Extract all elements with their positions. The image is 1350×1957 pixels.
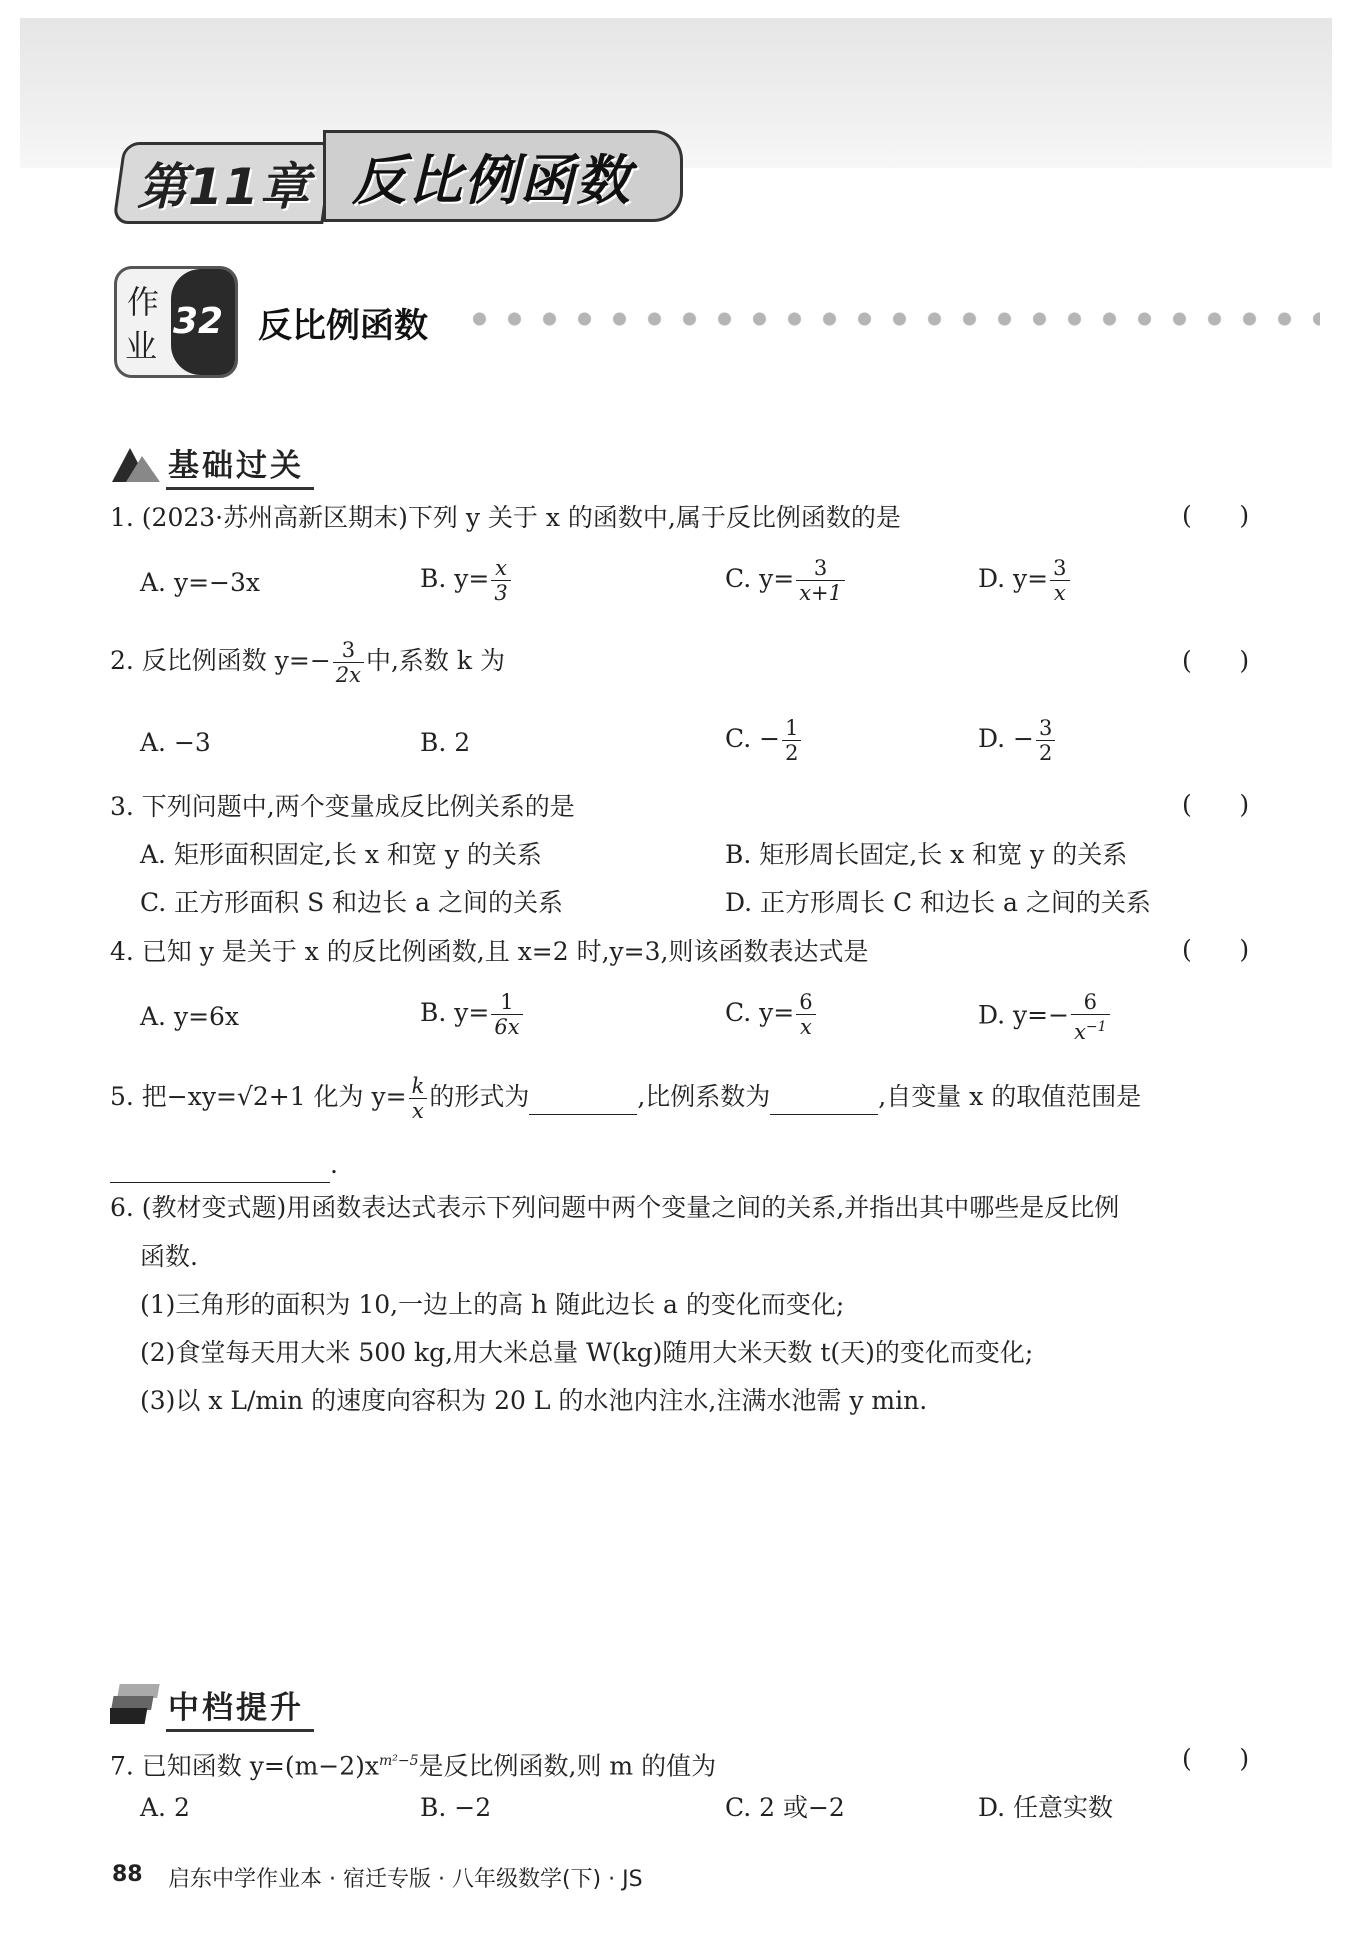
q7-stem-post: 是反比例函数,则 m 的值为: [418, 1751, 717, 1781]
q1-c-num: 3: [796, 556, 845, 581]
q1-d-prefix: D. y=: [978, 564, 1049, 593]
q4-option-a: A. y=6x: [140, 1002, 240, 1031]
answer-paren-3[interactable]: ( ): [1182, 790, 1250, 819]
q1-d-fraction: [1050, 556, 1069, 605]
q7-option-d: D. 任意实数: [978, 1793, 1114, 1822]
q4-c-den: x: [799, 1015, 812, 1039]
q1-b-den: 3: [494, 581, 508, 605]
q4-c-num: 6: [796, 990, 815, 1015]
q2-option-c: [725, 716, 803, 765]
q1-d-den: x: [1053, 581, 1066, 605]
q4-d-prefix: D. y=−: [978, 1000, 1070, 1030]
q3-option-c: C. 正方形面积 S 和边长 a 之间的关系: [140, 888, 563, 917]
chapter-title: 反比例函数: [352, 148, 632, 212]
q2-c-num: 1: [782, 716, 801, 741]
q2-option-d: [978, 716, 1057, 765]
q2-d-prefix: D. −: [978, 724, 1034, 753]
q4-b-prefix: B. y=: [420, 998, 490, 1027]
question-4-stem: 4. 已知 y 是关于 x 的反比例函数,且 x=2 时,y=3,则该函数表达式是: [110, 937, 869, 966]
q2-frac-num: 3: [333, 638, 364, 663]
q2-d-num: 3: [1036, 716, 1055, 741]
q1-d-num: 3: [1050, 556, 1069, 581]
q2-c-prefix: C. −: [725, 724, 781, 753]
q4-c-fraction: [796, 990, 815, 1039]
q4-d-num: 6: [1071, 990, 1109, 1015]
section-medium-heading: [110, 1682, 330, 1732]
chapter-number-box: [112, 142, 335, 224]
q5-part4: ,自变量 x 的取值范围是: [878, 1082, 1142, 1111]
question-6-line-2: 函数.: [140, 1242, 198, 1271]
question-6-item-3: (3)以 x L/min 的速度向容积为 20 L 的水池内注水,注满水池需 y min.: [140, 1386, 928, 1415]
q5-blank-3[interactable]: [110, 1148, 330, 1183]
q2-d-fraction: [1036, 716, 1055, 765]
q3-option-a: A. 矩形面积固定,长 x 和宽 y 的关系: [140, 840, 542, 869]
q5-frac-num: k: [409, 1074, 428, 1099]
dotted-divider: [462, 312, 1320, 326]
q2-c-den: 2: [785, 741, 799, 765]
q2-frac-den: 2x: [335, 663, 361, 687]
q1-b-prefix: B. y=: [420, 564, 490, 593]
chapter-title-box: [323, 130, 683, 222]
q2-stem-pre: 2. 反比例函数 y=−: [110, 646, 331, 675]
page-number: 88: [112, 1862, 143, 1887]
q4-d-den-exp: −1: [1085, 1019, 1107, 1035]
answer-paren-1[interactable]: ( ): [1182, 501, 1250, 530]
question-2-stem: [110, 638, 505, 687]
q2-fraction: [333, 638, 364, 687]
q2-option-b: B. 2: [420, 728, 471, 757]
section-basic-label: 基础过关: [166, 440, 314, 490]
q3-option-b: B. 矩形周长固定,长 x 和宽 y 的关系: [725, 840, 1128, 869]
question-3-stem: 3. 下列问题中,两个变量成反比例关系的是: [110, 792, 575, 821]
question-7-stem: [110, 1744, 716, 1783]
q4-c-prefix: C. y=: [725, 998, 795, 1027]
q4-b-den: 6x: [494, 1015, 520, 1039]
q5-blank-1[interactable]: [529, 1080, 637, 1115]
q5-part2: 的形式为: [429, 1082, 530, 1111]
q7-stem-pre: 7. 已知函数 y=(m−2)x: [110, 1751, 379, 1781]
section-basic-heading: [110, 440, 330, 490]
q4-option-b: [420, 990, 525, 1039]
q7-exponent: m²−5: [378, 1753, 419, 1769]
q4-option-d: [978, 990, 1112, 1044]
book-title: 启东中学作业本 · 宿迁专版 · 八年级数学(下) · JS: [168, 1867, 643, 1892]
q5-frac-den: x: [412, 1099, 424, 1123]
answer-paren-4[interactable]: ( ): [1182, 935, 1250, 964]
q1-c-den: x+1: [799, 581, 843, 605]
q4-option-c: [725, 990, 818, 1039]
q7-option-c: C. 2 或−2: [725, 1793, 845, 1822]
q2-option-a: A. −3: [140, 728, 211, 757]
question-1-stem: 1. (2023·苏州高新区期末)下列 y 关于 x 的函数中,属于反比例函数的是: [110, 503, 901, 532]
question-6-item-1: (1)三角形的面积为 10,一边上的高 h 随此边长 a 的变化而变化;: [140, 1290, 845, 1319]
q4-b-fraction: [491, 990, 522, 1039]
q1-option-c: [725, 556, 847, 605]
q2-d-den: 2: [1039, 741, 1053, 765]
question-6-item-2: (2)食堂每天用大米 500 kg,用大米总量 W(kg)随用大米天数 t(天)的变化而变化;: [140, 1338, 1034, 1367]
q5-line-2: [110, 1148, 338, 1183]
q4-d-den-base: x: [1074, 1020, 1086, 1044]
steps-icon: [110, 1682, 162, 1726]
q4-b-num: 1: [491, 990, 522, 1015]
question-5-stem: [110, 1074, 1141, 1123]
homework-number: 32: [173, 301, 224, 342]
q1-b-num: x: [491, 556, 510, 581]
q2-c-fraction: [782, 716, 801, 765]
q4-d-den: [1071, 1015, 1109, 1044]
answer-paren-7[interactable]: ( ): [1182, 1744, 1250, 1773]
badge-ye: 业: [125, 327, 158, 365]
q1-c-prefix: C. y=: [725, 564, 795, 593]
q1-option-b: [420, 556, 513, 605]
q5-blank-2[interactable]: [770, 1080, 878, 1115]
homework-badge: [114, 266, 238, 378]
q5-fraction: [409, 1074, 428, 1123]
q3-option-d: D. 正方形周长 C 和边长 a 之间的关系: [725, 888, 1151, 917]
q1-c-fraction: [796, 556, 845, 605]
question-6-line-1: 6. (教材变式题)用函数表达式表示下列问题中两个变量之间的关系,并指出其中哪些是反比例: [110, 1193, 1120, 1222]
q1-option-d: [978, 556, 1072, 605]
answer-paren-2[interactable]: ( ): [1182, 646, 1250, 675]
q1-option-a: A. y=−3x: [140, 568, 260, 597]
chapter-number: 第11章: [136, 158, 311, 216]
q1-b-fraction: [491, 556, 510, 605]
q2-stem-post: 中,系数 k 为: [365, 646, 505, 675]
mountain-icon: [110, 440, 162, 484]
q7-option-a: A. 2: [140, 1793, 190, 1822]
q7-option-b: B. −2: [420, 1793, 492, 1822]
q5-part1: 5. 把−xy=√2+1 化为 y=: [110, 1082, 407, 1111]
q4-d-fraction: [1071, 990, 1109, 1044]
homework-title: 反比例函数: [258, 306, 428, 346]
chapter-banner: [118, 130, 698, 226]
badge-zuo: 作: [127, 283, 160, 321]
q5-end: .: [330, 1150, 338, 1179]
q5-part3: ,比例系数为: [637, 1082, 771, 1111]
section-medium-label: 中档提升: [166, 1682, 314, 1732]
